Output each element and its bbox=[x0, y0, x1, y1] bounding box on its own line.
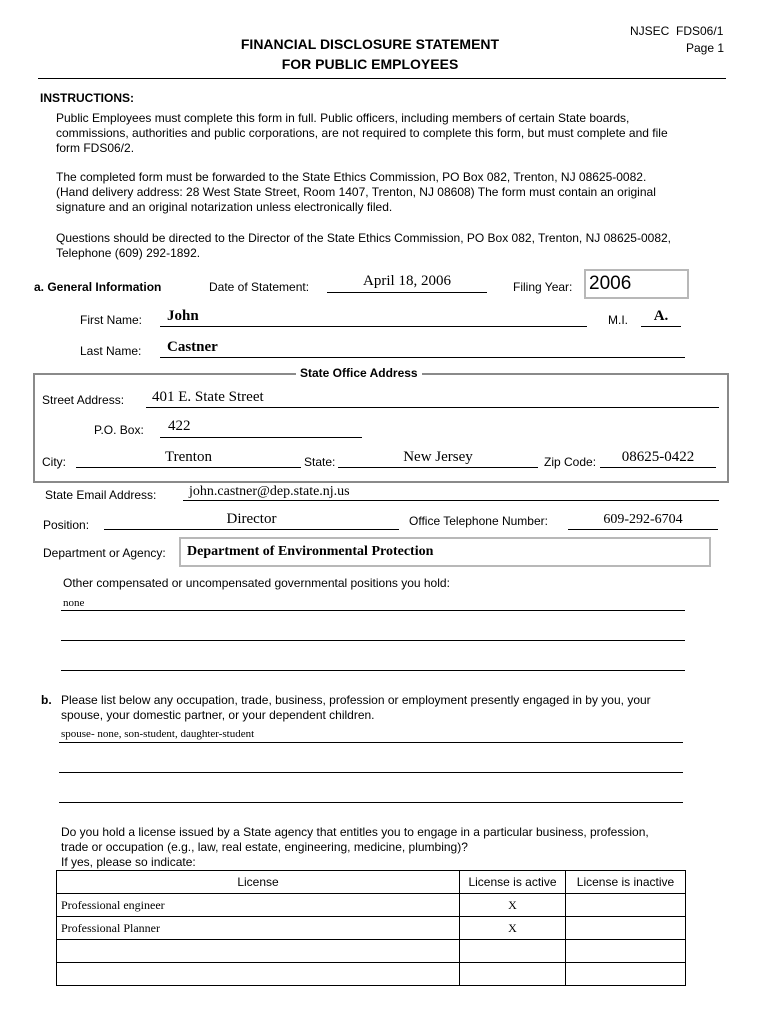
occupation-line-1 bbox=[59, 742, 683, 743]
occupation-line-3 bbox=[59, 802, 683, 803]
other-positions-label: Other compensated or uncompensated governmental positions you hold: bbox=[63, 576, 450, 590]
column-header-inactive: License is inactive bbox=[566, 871, 686, 894]
text-line: Public Employees must complete this form in full. Public officers, including members of certain State boards, bbox=[56, 111, 630, 125]
position-label: Position: bbox=[43, 518, 90, 532]
text-line: commissions, authorities and public corporations, are not required to complete this form, but must complete and file bbox=[56, 126, 668, 140]
license-inactive-cell[interactable] bbox=[566, 940, 686, 963]
city-field[interactable]: Trenton bbox=[165, 449, 212, 465]
last-name-underline bbox=[160, 357, 685, 358]
position-field[interactable]: Director bbox=[226, 511, 277, 527]
email-underline bbox=[183, 500, 719, 501]
text-line: Please list below any occupation, trade, business, profession or employment presently engaged in by you, your bbox=[61, 693, 651, 707]
date-underline bbox=[327, 292, 487, 293]
page-title bbox=[200, 34, 540, 74]
license-name-cell[interactable]: Professional Planner bbox=[57, 917, 460, 940]
license-table bbox=[56, 870, 686, 986]
license-active-cell[interactable] bbox=[460, 940, 566, 963]
email-label: State Email Address: bbox=[45, 488, 157, 502]
license-active-cell[interactable]: X bbox=[460, 917, 566, 940]
instructions-paragraph-3 bbox=[56, 231, 736, 261]
section-b-question bbox=[61, 693, 741, 723]
zip-underline bbox=[600, 467, 716, 468]
other-positions-line-2 bbox=[61, 640, 685, 641]
license-name-cell[interactable] bbox=[57, 963, 460, 986]
zip-label: Zip Code: bbox=[544, 455, 597, 469]
date-field[interactable]: April 18, 2006 bbox=[363, 273, 451, 289]
email-field[interactable]: john.castner@dep.state.nj.us bbox=[189, 484, 350, 499]
license-active-cell[interactable] bbox=[460, 963, 566, 986]
first-name-underline bbox=[160, 326, 587, 327]
section-b-marker: b. bbox=[41, 693, 52, 707]
department-field[interactable]: Department of Environmental Protection bbox=[179, 537, 711, 567]
date-label: Date of Statement: bbox=[209, 280, 310, 294]
text-line: signature and an original notarization unless electronically filed. bbox=[56, 200, 393, 214]
title-line-2: FOR PUBLIC EMPLOYEES bbox=[281, 56, 459, 72]
city-label: City: bbox=[42, 455, 66, 469]
office-address-heading: State Office Address bbox=[296, 366, 422, 380]
zip-field[interactable]: 08625-0422 bbox=[621, 449, 695, 465]
filing-year-label: Filing Year: bbox=[513, 280, 573, 294]
phone-field[interactable]: 609-292-6704 bbox=[603, 512, 683, 527]
license-inactive-cell[interactable] bbox=[566, 963, 686, 986]
table-row bbox=[57, 894, 686, 917]
form-code: NJSEC FDS06/1 bbox=[630, 24, 724, 38]
city-underline bbox=[76, 467, 301, 468]
license-active-cell[interactable]: X bbox=[460, 894, 566, 917]
license-inactive-cell[interactable] bbox=[566, 894, 686, 917]
mi-field[interactable]: A. bbox=[653, 308, 669, 324]
column-header-active: License is active bbox=[460, 871, 566, 894]
page-number: Page 1 bbox=[686, 41, 725, 55]
state-label: State: bbox=[304, 455, 336, 469]
first-name-label: First Name: bbox=[80, 313, 143, 327]
title-line-1: FINANCIAL DISCLOSURE STATEMENT bbox=[240, 36, 500, 52]
text-line: If yes, please so indicate: bbox=[61, 855, 196, 869]
pobox-label: P.O. Box: bbox=[94, 423, 144, 437]
occupation-answer-field[interactable]: spouse- none, son-student, daughter-student bbox=[61, 728, 255, 740]
last-name-label: Last Name: bbox=[80, 344, 142, 358]
column-header-license: License bbox=[57, 871, 460, 894]
occupation-line-2 bbox=[59, 772, 683, 773]
text-line: trade or occupation (e.g., law, real estate, engineering, medicine, plumbing)? bbox=[61, 840, 468, 854]
other-positions-line-3 bbox=[61, 670, 685, 671]
state-underline bbox=[338, 467, 538, 468]
street-field[interactable]: 401 E. State Street bbox=[152, 389, 264, 405]
pobox-underline bbox=[160, 437, 362, 438]
position-underline bbox=[104, 529, 399, 530]
license-question bbox=[61, 825, 741, 870]
phone-label: Office Telephone Number: bbox=[409, 514, 548, 528]
license-name-cell[interactable] bbox=[57, 940, 460, 963]
header-divider bbox=[38, 78, 726, 79]
other-positions-field[interactable]: none bbox=[63, 597, 85, 609]
table-row bbox=[57, 917, 686, 940]
text-line: Telephone (609) 292-1892. bbox=[56, 246, 201, 260]
instructions-paragraph-1 bbox=[56, 111, 736, 156]
pobox-field[interactable]: 422 bbox=[168, 418, 191, 434]
mi-label: M.I. bbox=[608, 313, 628, 327]
phone-underline bbox=[568, 529, 718, 530]
text-line: Do you hold a license issued by a State agency that entitles you to engage in a particular business, profession, bbox=[61, 825, 649, 839]
other-positions-line-1 bbox=[61, 610, 685, 611]
text-line: form FDS06/2. bbox=[56, 141, 135, 155]
text-line: Questions should be directed to the Director of the State Ethics Commission, PO Box 082, Trenton, NJ 08625-0082, bbox=[56, 231, 671, 245]
text-line: The completed form must be forwarded to the State Ethics Commission, PO Box 082, Trenton, NJ 08625-0082. bbox=[56, 170, 647, 184]
text-line: (Hand delivery address: 28 West State Street, Room 1407, Trenton, NJ 08608) The form must contain an original bbox=[56, 185, 656, 199]
table-header-row bbox=[57, 871, 686, 894]
last-name-field[interactable]: Castner bbox=[167, 339, 218, 355]
license-name-cell[interactable]: Professional engineer bbox=[57, 894, 460, 917]
state-field[interactable]: New Jersey bbox=[403, 449, 473, 465]
instructions-heading: INSTRUCTIONS: bbox=[40, 91, 134, 105]
table-row bbox=[57, 940, 686, 963]
instructions-paragraph-2 bbox=[56, 170, 736, 215]
table-row bbox=[57, 963, 686, 986]
first-name-field[interactable]: John bbox=[167, 308, 199, 324]
filing-year-field[interactable]: 2006 bbox=[584, 269, 689, 299]
mi-underline bbox=[641, 326, 681, 327]
department-label: Department or Agency: bbox=[43, 546, 166, 560]
section-a-label: a. General Information bbox=[34, 280, 162, 294]
license-inactive-cell[interactable] bbox=[566, 917, 686, 940]
text-line: spouse, your domestic partner, or your dependent children. bbox=[61, 708, 375, 722]
street-underline bbox=[146, 407, 719, 408]
street-label: Street Address: bbox=[42, 393, 125, 407]
